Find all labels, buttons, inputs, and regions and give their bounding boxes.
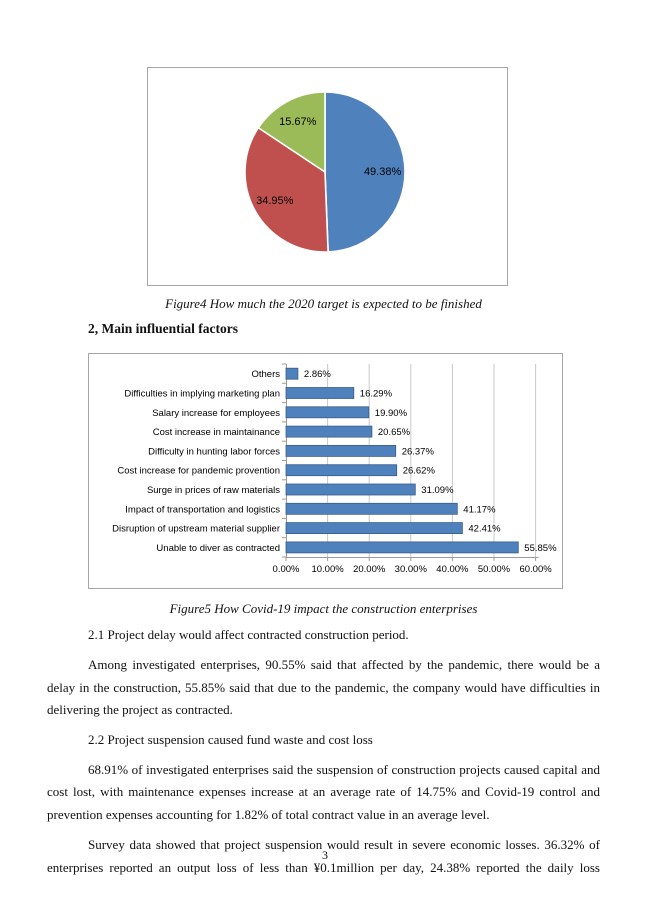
paragraph-2-1: Among investigated enterprises, 90.55% said that affected by the pandemic, there would be a delay in the construction, 55.85% said that due to the pandemic, the company would have difficulties in delivering the project as contracted.: [47, 657, 600, 717]
bar-value-label: 26.62%: [402, 465, 435, 477]
bar-value-label: 2.86%: [303, 369, 331, 381]
paragraph-2-2-a: 68.91% of investigated enterprises said the suspension of construction projects caused capital and cost lost, with maintenance expenses increase at an average rate of 14.75% and Covid-19 control and prevention expenses accounting for 1.82% of total contract value in an average level.: [47, 761, 600, 822]
category-label: Cost increase in maintainance: [152, 427, 280, 439]
page-content: [0, 67, 650, 879]
bar-chart-canvas: [89, 354, 562, 588]
x-tick-label: 0.00%: [272, 564, 300, 575]
category-label: Salary increase for employees: [152, 407, 280, 419]
category-label: Cost increase for pandemic provention: [117, 465, 280, 477]
page-number: 3: [322, 848, 328, 862]
x-tick-label: 40.00%: [436, 564, 469, 575]
bar: [286, 388, 354, 399]
category-label: Disruption of upstream material supplier: [112, 523, 280, 535]
bar-value-label: 31.09%: [421, 485, 454, 496]
bar: [286, 484, 415, 495]
figure5-bar-chart: [88, 353, 563, 589]
x-tick-label: 20.00%: [353, 564, 386, 575]
category-label: Surge in prices of raw materials: [146, 485, 280, 496]
x-tick-label: 10.00%: [311, 564, 344, 575]
category-label: Others: [251, 369, 280, 381]
bar: [286, 523, 462, 534]
pie-chart-canvas: [148, 68, 507, 285]
subsection-2-1-title: 2.1 Project delay would affect contracted construction period.: [88, 627, 409, 642]
bar: [286, 407, 369, 418]
bar: [286, 368, 298, 379]
pie-slice-label: 34.95%: [256, 195, 294, 208]
category-label: Difficulties in implying marketing plan: [124, 388, 280, 400]
x-tick-label: 50.00%: [477, 564, 511, 575]
bar-value-label: 19.90%: [374, 407, 408, 419]
bar-value-label: 16.29%: [359, 388, 393, 400]
paragraph-2-2-b: Survey data showed that project suspension would result in severe economic losses. 36.32% of enterprises reported an output loss of less than ¥0.1million per day, 24.38% reported the daily loss: [47, 837, 600, 875]
x-tick-label: 60.00%: [519, 564, 552, 575]
bar: [286, 426, 372, 437]
figure4-pie-chart: [147, 67, 508, 286]
x-tick-label: 30.00%: [394, 564, 427, 575]
bar: [286, 465, 397, 476]
bar-value-label: 55.85%: [524, 542, 557, 554]
category-label: Difficulty in hunting labor forces: [148, 446, 280, 458]
subsection-2-2-title: 2.2 Project suspension caused fund waste and cost loss: [88, 731, 373, 747]
bar: [286, 503, 457, 514]
figure4-caption: Figure4 How much the 2020 target is expected to be finished: [165, 296, 482, 311]
bar-value-label: 26.37%: [401, 446, 434, 458]
figure5-caption: Figure5 How Covid-19 impact the construction enterprises: [169, 601, 478, 616]
bar-value-label: 41.17%: [463, 504, 496, 516]
bar-value-label: 42.41%: [468, 523, 501, 535]
bar: [286, 542, 518, 553]
pie-slice-label: 15.67%: [279, 116, 317, 129]
category-label: Impact of transportation and logistics: [125, 504, 280, 516]
bar: [286, 445, 396, 456]
bar-value-label: 20.65%: [377, 427, 411, 439]
category-label: Unable to diver as contracted: [156, 542, 280, 554]
pie-slice-label: 49.38%: [363, 165, 402, 178]
section-heading: 2, Main influential factors: [88, 321, 238, 336]
